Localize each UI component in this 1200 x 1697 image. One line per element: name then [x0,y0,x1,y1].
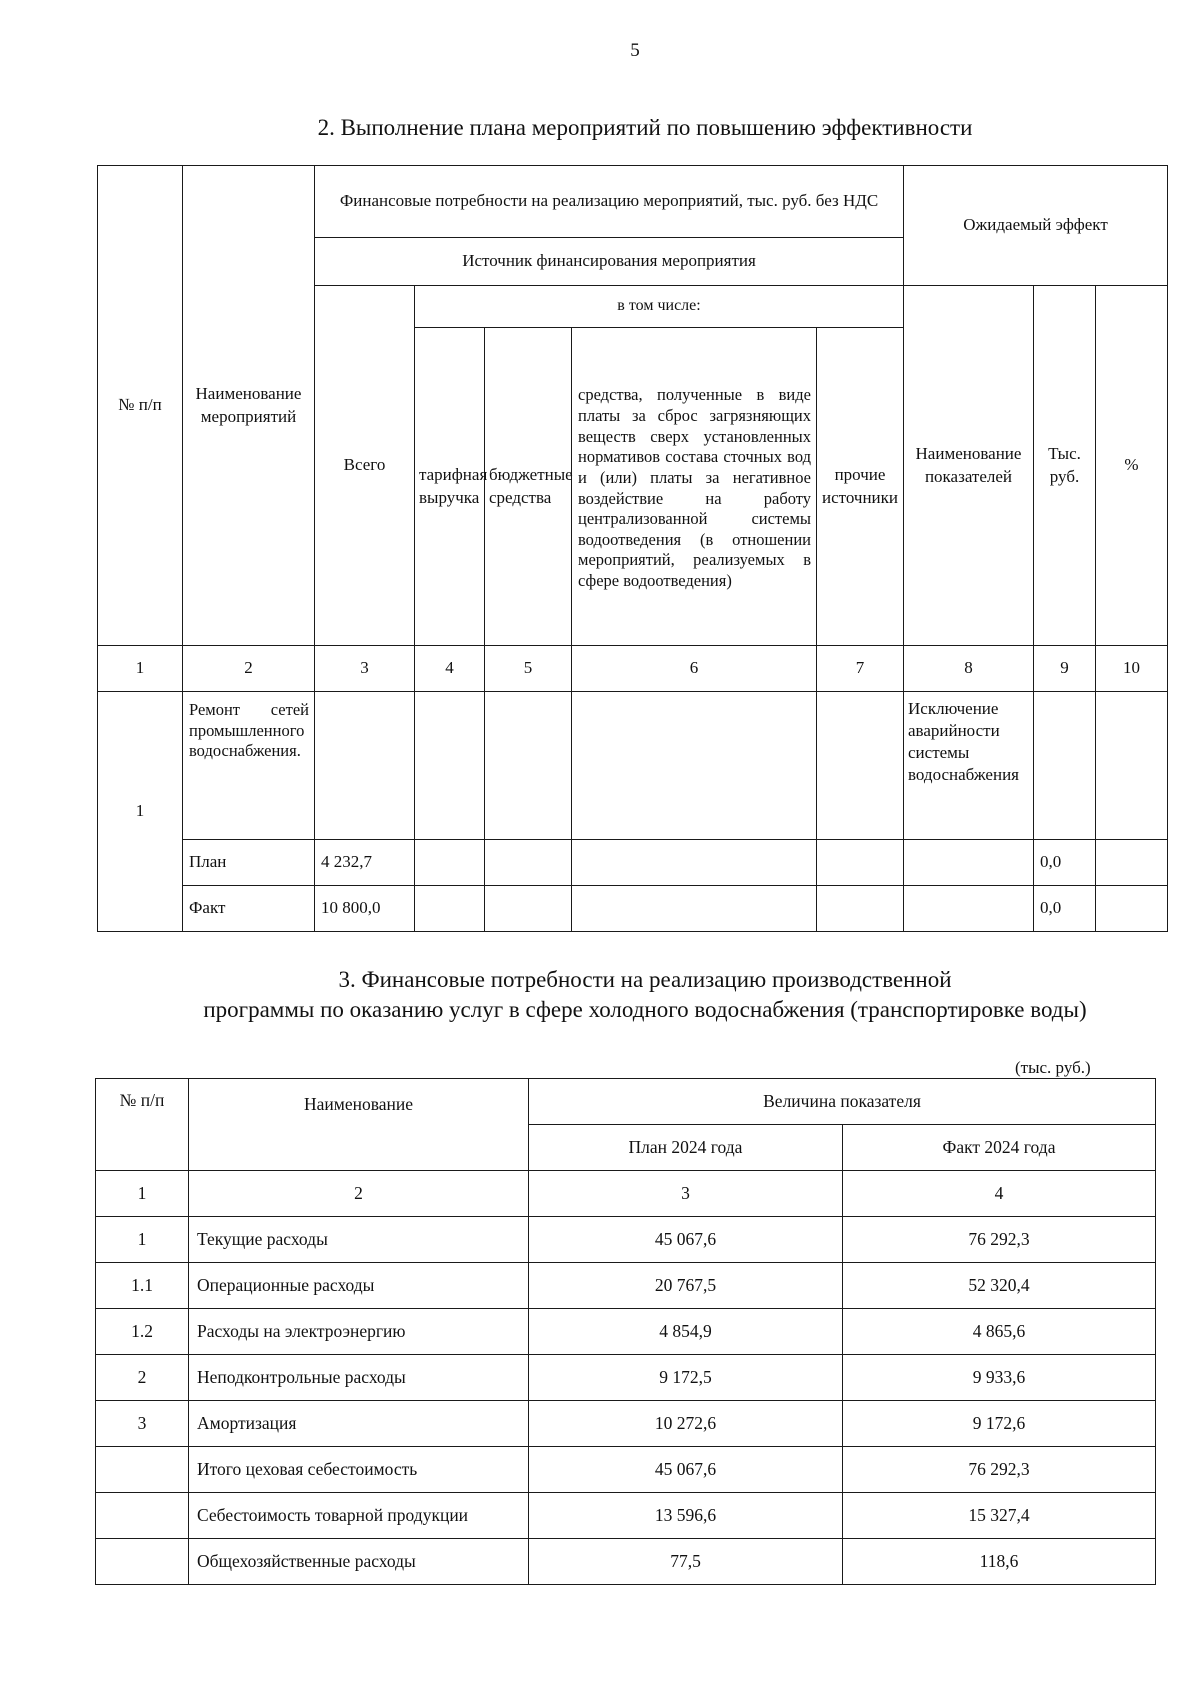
row-plan: 45 067,6 [529,1217,843,1263]
header-num: № п/п [98,166,183,646]
row-fact: 52 320,4 [843,1263,1156,1309]
table-row [98,692,1168,840]
financial-needs-table [95,1078,1156,1585]
row-plan: 77,5 [529,1539,843,1585]
row-num [96,1539,189,1585]
header-thousand-rub: Тыс. руб. [1034,286,1096,646]
column-number: 4 [843,1171,1156,1217]
row-fact: 118,6 [843,1539,1156,1585]
unit-label: (тыс. руб.) [1015,1058,1091,1077]
table-row [96,1355,1156,1401]
header-name: Наименование мероприятий [183,166,315,646]
fact-total: 10 800,0 [315,886,415,932]
table-row [96,1217,1156,1263]
row-plan: 10 272,6 [529,1401,843,1447]
efficiency-plan-table [97,165,1168,932]
header-budget: бюджетные средства [485,328,572,646]
header-source: Источник финансирования мероприятия [315,238,904,286]
header-including: в том числе: [415,286,904,328]
plan-label: План [183,840,315,886]
header-fact: Факт 2024 года [843,1125,1156,1171]
header-plan: План 2024 года [529,1125,843,1171]
fact-label: Факт [183,886,315,932]
row-fact: 15 327,4 [843,1493,1156,1539]
header-value: Величина показателя [529,1079,1156,1125]
header-financial: Финансовые потребности на реализацию мероприятий, тыс. руб. без НДС [315,166,904,238]
header-total: Всего [315,286,415,646]
effect-indicator: Исключение аварийности системы водоснабжения [904,692,1034,840]
row-fact: 76 292,3 [843,1217,1156,1263]
measure-name: Ремонт сетей промышленного водоснабжения. [183,692,315,840]
row-fact: 9 172,6 [843,1401,1156,1447]
row-plan: 4 854,9 [529,1309,843,1355]
column-number: 3 [315,646,415,692]
row-name: Неподконтрольные расходы [189,1355,529,1401]
row-plan: 9 172,5 [529,1355,843,1401]
page-number: 5 [630,40,640,61]
section2-title: 2. Выполнение плана мероприятий по повышению эффективности [317,115,973,140]
row-num: 1 [98,692,183,932]
fact-effect-rub: 0,0 [1034,886,1096,932]
row-name: Текущие расходы [189,1217,529,1263]
column-number: 3 [529,1171,843,1217]
row-num: 3 [96,1401,189,1447]
row-fact: 9 933,6 [843,1355,1156,1401]
row-plan: 13 596,6 [529,1493,843,1539]
table-row [98,840,1168,886]
column-number: 9 [1034,646,1096,692]
column-number: 2 [189,1171,529,1217]
table-row [96,1309,1156,1355]
section3-title [0,965,1200,1026]
row-fact: 4 865,6 [843,1309,1156,1355]
column-number: 6 [572,646,817,692]
table-row [96,1539,1156,1585]
row-plan: 45 067,6 [529,1447,843,1493]
column-number: 7 [817,646,904,692]
row-name: Себестоимость товарной продукции [189,1493,529,1539]
row-num: 1.1 [96,1263,189,1309]
row-name: Амортизация [189,1401,529,1447]
section3-title-line1: 3. Финансовые потребности на реализацию производственной [338,967,952,992]
header-num: № п/п [96,1079,189,1171]
column-number: 8 [904,646,1034,692]
plan-effect-rub: 0,0 [1034,840,1096,886]
plan-total: 4 232,7 [315,840,415,886]
column-number: 1 [98,646,183,692]
row-name: Операционные расходы [189,1263,529,1309]
section3-title-line2: программы по оказанию услуг в сфере холодного водоснабжения (транспортировке воды) [203,997,1087,1023]
row-num: 1.2 [96,1309,189,1355]
header-indicator-name: Наименование показателей [904,286,1034,646]
table-row [96,1447,1156,1493]
column-number: 1 [96,1171,189,1217]
header-fees: средства, полученные в виде платы за сброс загрязняющих веществ сверх установленных нормативов состава сточных вод и (или) платы за негативное воздействие на работу централизованной системы водоотведения (в отношении мероприятий, реализуемых в сфере водоотведения) [572,328,817,646]
row-num: 2 [96,1355,189,1401]
row-num: 1 [96,1217,189,1263]
header-percent: % [1096,286,1168,646]
row-num [96,1447,189,1493]
table-row [96,1263,1156,1309]
column-number: 2 [183,646,315,692]
header-name: Наименование [189,1079,529,1171]
table-row [96,1493,1156,1539]
header-other: прочие источники [817,328,904,646]
table-row [98,886,1168,932]
header-effect: Ожидаемый эффект [904,166,1168,286]
row-name: Расходы на электроэнергию [189,1309,529,1355]
table-row [96,1401,1156,1447]
row-name: Итого цеховая себестоимость [189,1447,529,1493]
row-num [96,1493,189,1539]
column-number: 5 [485,646,572,692]
row-plan: 20 767,5 [529,1263,843,1309]
row-fact: 76 292,3 [843,1447,1156,1493]
column-number: 4 [415,646,485,692]
column-number: 10 [1096,646,1168,692]
row-name: Общехозяйственные расходы [189,1539,529,1585]
header-tariff: тарифная выручка [415,328,485,646]
